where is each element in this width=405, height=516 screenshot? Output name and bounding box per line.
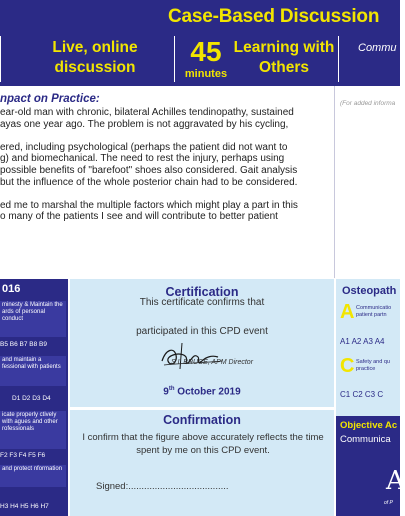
theme-label: Communicatio patient partn [356,305,392,318]
standard-text: and maintain a fessional with patients [2,357,61,371]
standard-group [0,465,66,487]
reflection-text [0,107,298,223]
objective-subtitle: Communica [340,434,391,445]
duration-number: 45 [190,36,222,67]
reflection-section [0,86,334,276]
certification-panel [70,279,334,516]
certification-title: Certification [165,285,239,299]
logo-mark: A [386,466,405,496]
signature-line: Signed:...................................... [96,481,229,492]
objective-heading: Objective Ac [340,420,398,431]
theme-letter: A [340,301,355,323]
standards-column [0,279,68,516]
standard-text: minesty & Maintain the ards of personal conduct [2,302,63,323]
reflection-line: ed me to marshal the multiple factors which might play a part in this [0,199,298,211]
header-banner [0,0,400,86]
reflection-line: but the influence of the whole posterior chain had to be considered. [0,176,298,188]
reflection-line: o many of the patients I see and will contribute to better patient [0,211,278,223]
certification-subtitle: This certificate confirms that [139,297,265,308]
standard-codes: B5 B6 B7 B8 B9 [0,341,47,348]
learning-label: Learning with Others [233,39,335,76]
standard-codes: F2 F3 F4 F5 F6 [0,452,46,459]
reflection-line: possible benefits of "barefoot" shoes also considered. Gait analysis [0,164,298,176]
standard-codes: H3 H4 H5 H6 H7 [0,503,49,510]
confirmation-text: I confirm that the figure above accurately reflects the time spent by me on this CPD event. [82,432,324,456]
event-date: 9th October 2019 [163,386,241,398]
reflection-line: ear-old man with chronic, bilateral Achilles tendinopathy, sustained [0,107,294,118]
column-divider [334,86,335,278]
standard-group [0,356,66,386]
osteopathic-heading: Osteopath [342,285,397,297]
theme-letter: C [340,355,355,377]
theme-label: Safety and qu practice [356,359,390,372]
standard-codes: D1 D2 D3 D4 [12,395,51,402]
duration-unit: minutes [184,68,228,80]
confirmation-title: Confirmation [163,413,241,427]
impact-heading: npact on Practice: [0,93,100,105]
header-divider [174,36,175,82]
format-label: Live, online discussion [52,39,138,76]
standard-text: and protect nformation [2,466,63,472]
signature-image [152,339,232,373]
communication-label: Commu [358,42,397,54]
theme-codes: A1 A2 A3 A4 [340,337,385,346]
reflection-line: ered, including psychological (perhaps the patient did not want to [0,141,288,153]
objective-panel [336,416,405,516]
reflection-line: ayas one year ago. The problem is not aggravated by his cycling, [0,118,289,130]
standard-group [0,411,66,449]
side-note: (For added informa [340,100,396,107]
standards-heading: 016 [2,283,21,295]
page-title: Case-Based Discussion [168,6,380,27]
logo-subtext: of P [384,500,393,506]
header-divider [0,36,1,82]
signatory-name: S L BRUCE, APM Director [170,359,254,366]
standard-text: icate properly ctively with agues and other rofessionals [2,412,58,433]
reflection-line: g) and biomechanical. The need to rest the injury, perhaps using [0,153,285,165]
osteopathic-column [336,279,405,516]
participation-text: participated in this CPD event [136,326,268,337]
header-divider [338,36,339,82]
theme-codes: C1 C2 C3 C [340,390,384,399]
standard-group [0,301,66,337]
section-divider [70,407,334,410]
